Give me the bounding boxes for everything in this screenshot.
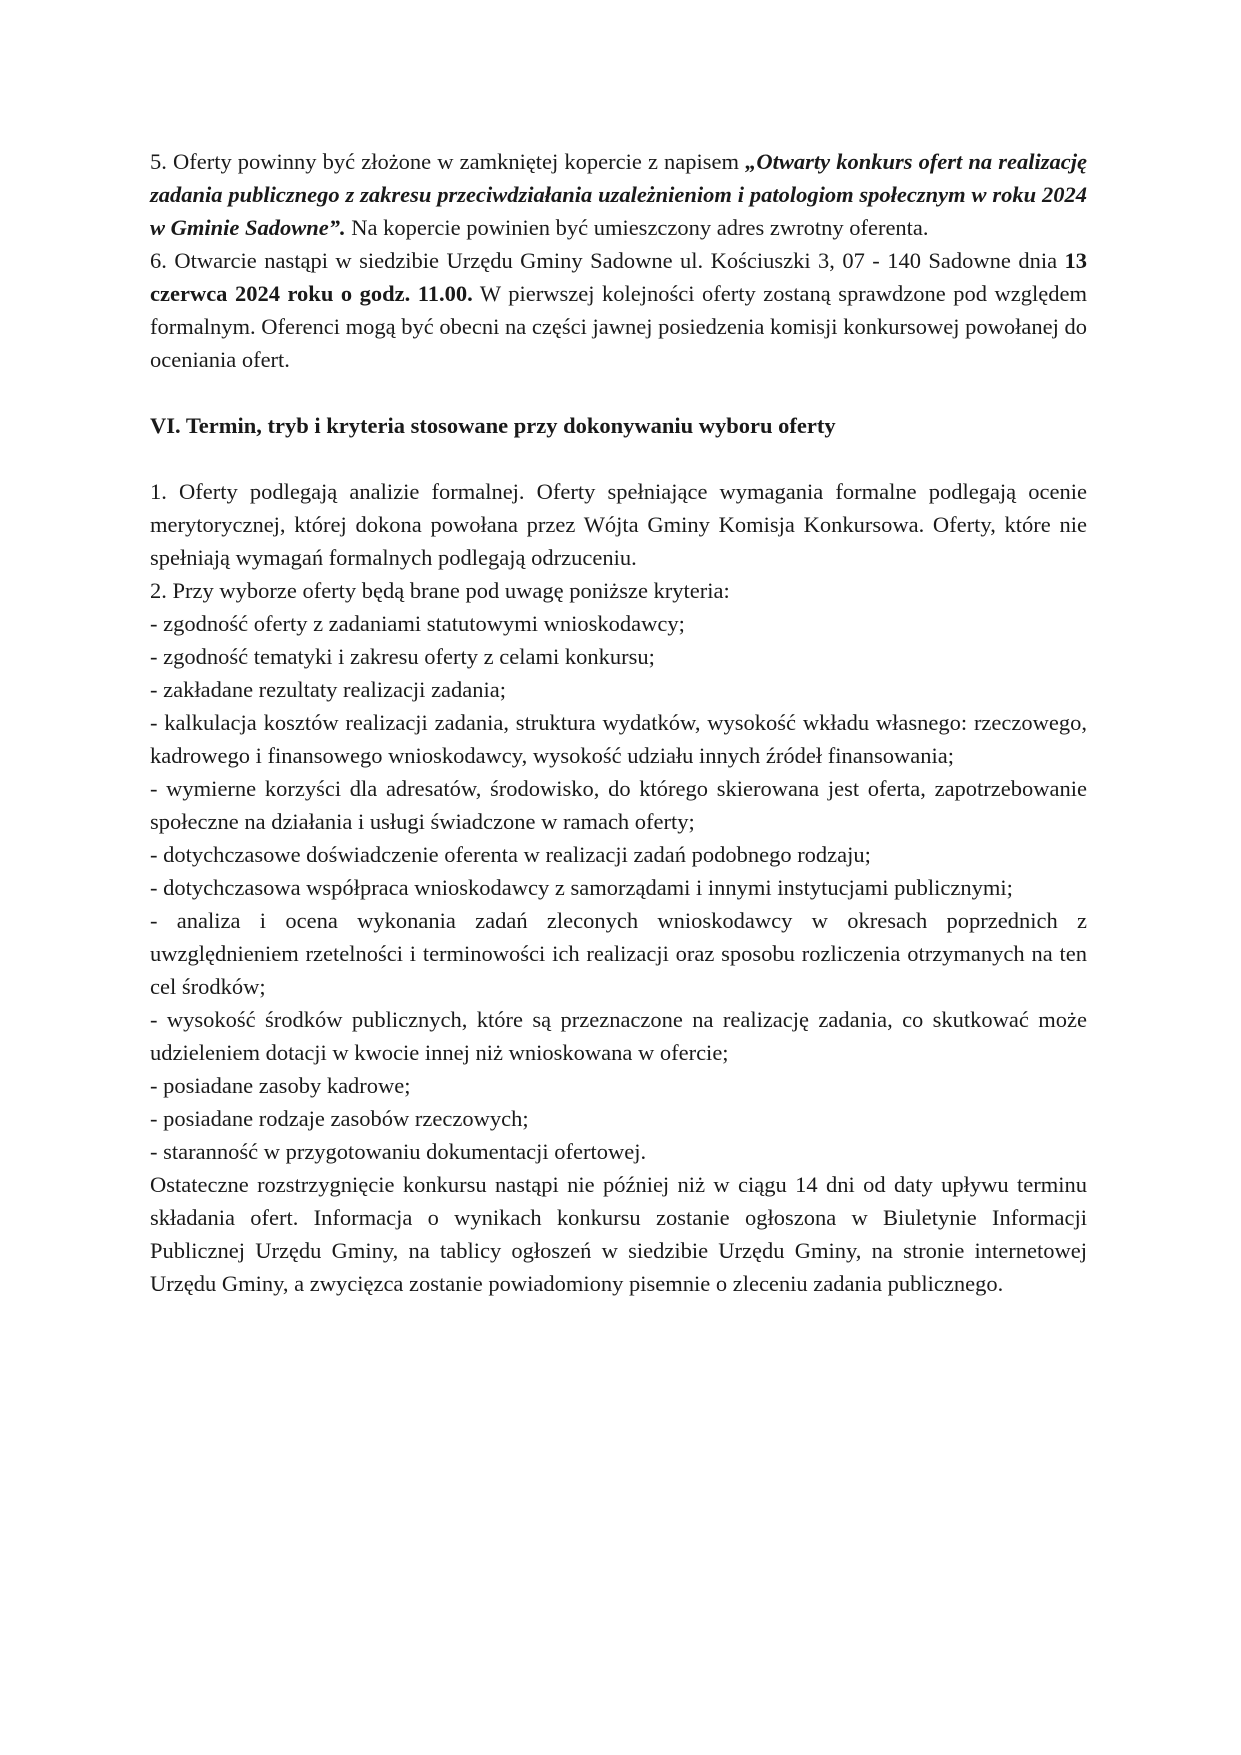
paragraph-6 (150, 244, 1087, 376)
opening-date-text: 13 czerwca 2024 roku o godz. 11.00. (150, 248, 1087, 306)
criteria-item: - zgodność oferty z zadaniami statutowymi wnioskodawcy; (150, 611, 685, 636)
paragraph-6-tail: W pierwszej kolejności oferty zostaną sprawdzone pod względem formalnym. Oferenci mogą być obecni na części jawnej posiedzenia komisji konkursowej powołanej do oceniania ofert. (150, 281, 1087, 372)
paragraph-5 (150, 145, 1087, 244)
criteria-item: - wymierne korzyści dla adresatów, środowisko, do którego skierowana jest oferta, zapotrzebowanie społeczne na działania i usługi świadczone w ramach oferty; (150, 776, 1087, 834)
criteria-item: - staranność w przygotowaniu dokumentacji ofertowej. (150, 1139, 647, 1164)
criteria-item: - posiadane zasoby kadrowe; (150, 1073, 411, 1098)
paragraph-6-lead: 6. Otwarcie nastąpi w siedzibie Urzędu Gminy Sadowne ul. Kościuszki 3, 07 - 140 Sadowne dnia (150, 248, 1065, 273)
section-heading: VI. Termin, tryb i kryteria stosowane przy dokonywaniu wyboru oferty (150, 413, 836, 438)
criteria-item: - analiza i ocena wykonania zadań zleconych wnioskodawcy w okresach poprzednich z uwzględnieniem rzetelności i terminowości ich realizacji oraz sposobu rozliczenia otrzymanych na ten cel środków; (150, 908, 1087, 999)
paragraph-5-tail: Na kopercie powinien być umieszczony adres zwrotny oferenta. (345, 215, 929, 240)
criteria-item: - wysokość środków publicznych, które są przeznaczone na realizację zadania, co skutkować może udzieleniem dotacji w kwocie innej niż wnioskowana w ofercie; (150, 1007, 1087, 1065)
criteria-item: - posiadane rodzaje zasobów rzeczowych; (150, 1106, 529, 1131)
criteria-item: - zgodność tematyki i zakresu oferty z celami konkursu; (150, 644, 655, 669)
item-1: 1. Oferty podlegają analizie formalnej. Oferty spełniające wymagania formalne podlegają ocenie merytorycznej, której dokona powołana przez Wójta Gminy Komisja Konkursowa. Oferty, które nie spełniają wymagań formalnych podlegają odrzuceniu. (150, 479, 1087, 570)
criteria-item: - zakładane rezultaty realizacji zadania; (150, 677, 507, 702)
document-page (150, 145, 1087, 1300)
criteria-list (150, 607, 1087, 1168)
criteria-item: - kalkulacja kosztów realizacji zadania, struktura wydatków, wysokość wkładu własnego: rzeczowego, kadrowego i finansowego wnioskodawcy, wysokość udziału innych źródeł finansowania; (150, 710, 1087, 768)
criteria-item: - dotychczasowe doświadczenie oferenta w realizacji zadań podobnego rodzaju; (150, 842, 871, 867)
envelope-label-text: „Otwarty konkurs ofert na realizację zadania publicznego z zakresu przeciwdziałania uzależnieniom i patologiom społecznym w roku 2024 w Gminie Sadowne”. (150, 149, 1087, 240)
criteria-item: - dotychczasowa współpraca wnioskodawcy z samorządami i innymi instytucjami publicznymi; (150, 875, 1013, 900)
item-2: 2. Przy wyborze oferty będą brane pod uwagę poniższe kryteria: (150, 578, 730, 603)
closing-paragraph: Ostateczne rozstrzygnięcie konkursu nastąpi nie później niż w ciągu 14 dni od daty upływu terminu składania ofert. Informacja o wynikach konkursu zostanie ogłoszona w Biuletynie Informacji Publicznej Urzędu Gminy, na tablicy ogłoszeń w siedzibie Urzędu Gminy, na stronie internetowej Urzędu Gminy, a zwycięzca zostanie powiadomiony pisemnie o zleceniu zadania publicznego. (150, 1172, 1087, 1296)
paragraph-5-lead: 5. Oferty powinny być złożone w zamkniętej kopercie z napisem (150, 149, 746, 174)
